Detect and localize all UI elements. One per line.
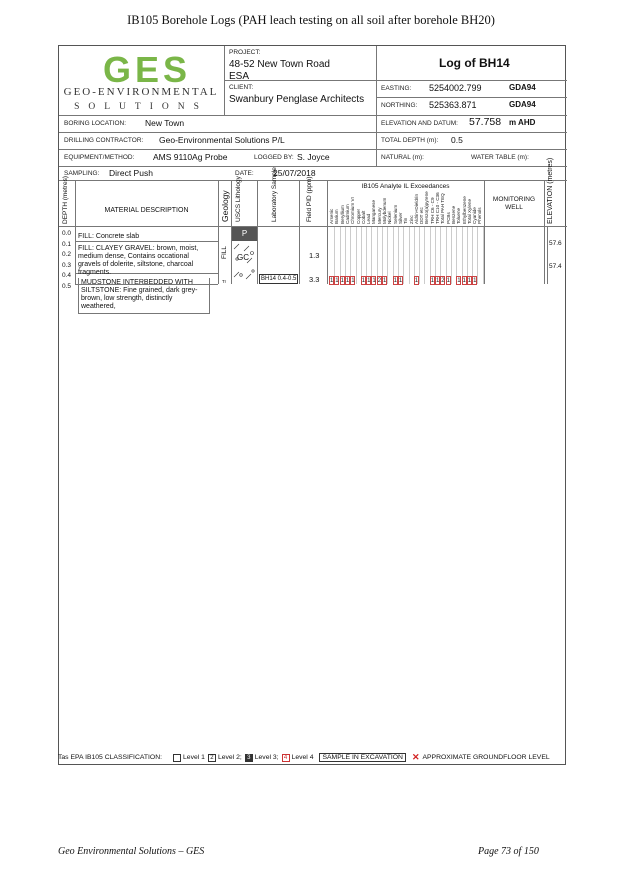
analyte-label: Selenium xyxy=(392,204,398,224)
exceedance-cell: 1 xyxy=(372,278,376,284)
drilling-contractor-value: Geo-Environmental Solutions P/L xyxy=(159,135,285,145)
exceedance-cell: 1 xyxy=(351,278,355,284)
boring-location-value: New Town xyxy=(145,118,185,128)
analyte-label: Chromium VI xyxy=(350,197,356,224)
analyte-label: Aldrin+Dieldrin xyxy=(413,193,419,224)
uscs-pavement-block: P xyxy=(232,227,257,241)
analyte-label: Manganese xyxy=(371,199,377,224)
easting-value: 5254002.799 xyxy=(429,83,482,93)
analyte-label: Benzene xyxy=(450,205,456,224)
approx-groundfloor-x-icon: ✕ xyxy=(411,752,420,762)
elevation-label: ELEVATION AND DATUM: xyxy=(381,120,458,127)
analyte-label: Cyanide xyxy=(472,207,478,224)
level4-label: Level 4 xyxy=(291,754,314,761)
ges-logo-icon xyxy=(87,51,207,87)
log-title: Log of BH14 xyxy=(439,56,510,70)
document-title: IB105 Borehole Logs (PAH leach testing on all soil after borehole BH20) xyxy=(127,13,495,27)
exceedance-cell: 1 xyxy=(335,278,339,284)
approx-groundfloor-label: APPROXIMATE GROUNDFLOOR LEVEL xyxy=(422,754,550,761)
exceedance-cell: 1 xyxy=(457,278,461,284)
level2-label: Level 2; xyxy=(217,754,242,761)
exceedance-cell: 2 xyxy=(441,278,445,284)
depth-header: DEPTH (metres) xyxy=(62,175,69,224)
level3-box: 3 xyxy=(245,754,253,762)
logged-by-value: S. Joyce xyxy=(297,152,330,162)
exceedance-cell: 1 xyxy=(473,278,477,284)
depth-tick: 0.4 xyxy=(62,272,72,279)
easting-datum: GDA94 xyxy=(509,83,536,92)
analyte-label: Arsenic xyxy=(329,208,334,224)
sampling-value: Direct Push xyxy=(109,168,153,178)
uscs-gravel-pattern-icon xyxy=(232,241,257,284)
analyte-label: Molybdenum xyxy=(382,197,387,224)
sample-in-excavation-label: SAMPLE IN EXCAVATION xyxy=(319,753,405,762)
pid-value-2: 3.3 xyxy=(309,275,320,284)
level1-label: Level 1 xyxy=(183,754,205,761)
client-label: CLIENT: xyxy=(229,84,254,91)
monitoring-well-header: MONITORING WELL xyxy=(492,196,536,211)
logged-by-label: LOGGED BY: xyxy=(254,154,294,161)
lab-sample-header: Laboratory Sample xyxy=(271,167,278,222)
depth-tick: 0.1 xyxy=(62,240,72,248)
analyte-label: DDT etc xyxy=(419,207,425,224)
exceedance-cell: 1 xyxy=(446,278,450,284)
uscs-header: USCS Lithology xyxy=(235,176,242,222)
analyte-label: Barium xyxy=(334,209,340,224)
exceedance-cell: 1 xyxy=(462,278,466,284)
total-depth-label: TOTAL DEPTH (m): xyxy=(381,137,439,144)
elevation-tick-2: 57.4 xyxy=(549,263,562,270)
northing-datum: GDA94 xyxy=(509,100,536,109)
equipment-value: AMS 9110Ag Probe xyxy=(153,152,228,162)
elevation-value: 57.758 xyxy=(469,116,502,128)
date-label: DATE: xyxy=(235,170,254,177)
date-value: 25/07/2018 xyxy=(273,168,316,178)
water-table-label: WATER TABLE (m): xyxy=(471,154,529,161)
analyte-label: Total Xylene xyxy=(466,198,472,224)
level4-box: 4 xyxy=(282,754,290,762)
elevation-tick-1: 57.6 xyxy=(549,240,562,247)
depth-tick: 0.3 xyxy=(62,261,72,269)
analyte-label: Lead xyxy=(366,213,372,224)
analyte-label: Cadmium xyxy=(344,204,350,224)
analyte-label: Ethylbenzene xyxy=(461,196,467,224)
level1-box xyxy=(173,754,181,762)
logo-line1: GEO-ENVIRONMENTAL xyxy=(63,86,219,98)
project-line1: 48-52 New Town Road xyxy=(229,59,330,70)
total-depth-value: 0.5 xyxy=(451,135,463,145)
analyte-label: Phenols xyxy=(477,207,483,224)
northing-label: NORTHING: xyxy=(381,102,418,109)
analyte-label: Total PAH TEQ xyxy=(440,193,446,224)
depth-tick: 0.5 xyxy=(62,282,72,290)
classification-legend xyxy=(58,750,566,765)
analyte-label: Nickel xyxy=(387,211,393,224)
analyte-label: TRH C6 - C9 xyxy=(429,197,435,224)
client-value: Swanbury Penglase Architects xyxy=(229,94,365,105)
analyte-label: Cobalt xyxy=(360,210,366,224)
project-line2: ESA xyxy=(229,71,250,82)
exceedance-cell: 1 xyxy=(398,278,403,284)
geology-fill-label: FILL xyxy=(221,245,228,259)
exceedance-cell: 2 xyxy=(377,278,382,284)
analyte-label: Mercury xyxy=(376,207,382,224)
borehole-log-sheet xyxy=(58,45,566,765)
exceedance-cell: 1 xyxy=(414,278,419,284)
exceedance-cell: 1 xyxy=(383,278,387,284)
footer-page-number: Page 73 of 150 xyxy=(478,846,539,857)
level3-label: Level 3; xyxy=(254,754,279,761)
pid-value-1: 1.3 xyxy=(309,251,320,260)
analyte-label: Copper xyxy=(355,208,361,224)
exceedance-cell: 1 xyxy=(467,278,472,284)
exceedance-cell: 1 xyxy=(436,278,440,284)
depth-tick: 0.0 xyxy=(62,230,72,237)
boring-location-label: BORING LOCATION: xyxy=(64,120,126,127)
analyte-label: PCBs xyxy=(445,212,451,224)
elevation-unit: m AHD xyxy=(509,118,536,127)
layer-3-description: MUDSTONE INTERBEDDED WITH SILTSTONE: Fine grained, dark grey-brown, low strength, distinctly weathered, xyxy=(78,278,210,314)
logo-line2: SOLUTIONS xyxy=(74,102,208,112)
analyte-label: Tin xyxy=(403,217,409,224)
exceedance-cell: 1 xyxy=(340,278,344,284)
analyte-label: Beryllium xyxy=(339,205,345,224)
exceedance-cell: 1 xyxy=(345,278,350,284)
geology-header: Geology xyxy=(220,190,230,222)
exceedance-cell: 1 xyxy=(361,278,366,284)
layer-1-description: FILL: Concrete slab xyxy=(78,233,140,240)
depth-tick: 0.2 xyxy=(62,251,72,258)
exceedance-cell: 1 xyxy=(330,278,334,284)
sampling-label: SAMPLING: xyxy=(64,170,100,177)
equipment-label: EQUIPMENT/METHOD: xyxy=(64,154,135,161)
exceedance-cell: 1 xyxy=(430,278,435,284)
uscs-gc-label: GC xyxy=(237,253,249,262)
svg-text:GES: GES xyxy=(102,51,192,87)
exceedance-cell: 1 xyxy=(393,278,397,284)
layer-2-description: FILL: CLAYEY GRAVEL: brown, moist, medium dense, Contains occational gravels of dolerite, siltstone, charcoal fragments. xyxy=(78,245,199,276)
exceedances-header: IB105 Analyte IL Exceedances xyxy=(361,183,450,190)
analyte-label: Benzo(a)pyrene xyxy=(424,191,430,224)
analyte-label: TRH C10 - C36 xyxy=(435,192,440,224)
drilling-contractor-label: DRILLING CONTRACTOR: xyxy=(64,137,144,144)
easting-label: EASTING: xyxy=(381,85,412,92)
analyte-label: Zinc xyxy=(408,215,414,224)
analyte-label: Silver xyxy=(397,212,403,224)
geology-tr-label: Tr xyxy=(222,279,227,284)
classification-label: Tas EPA IB105 CLASSIFICATION: xyxy=(58,754,163,761)
exceedance-cell: 1 xyxy=(367,278,371,284)
project-label: PROJECT: xyxy=(229,49,261,56)
northing-value: 525363.871 xyxy=(429,100,477,110)
analyte-label: Toluene xyxy=(456,207,462,224)
elevation-header: ELEVATION (metres) xyxy=(547,157,554,224)
footer-company: Geo Environmental Solutions – GES xyxy=(58,846,205,857)
natural-label: NATURAL (m): xyxy=(381,154,424,161)
field-pid-header: Field PID (ppm) xyxy=(306,176,313,222)
sample-box: BH14 0.4-0.5 xyxy=(261,276,297,282)
material-header: MATERIAL DESCRIPTION xyxy=(104,207,189,214)
level2-box: 2 xyxy=(208,754,216,762)
